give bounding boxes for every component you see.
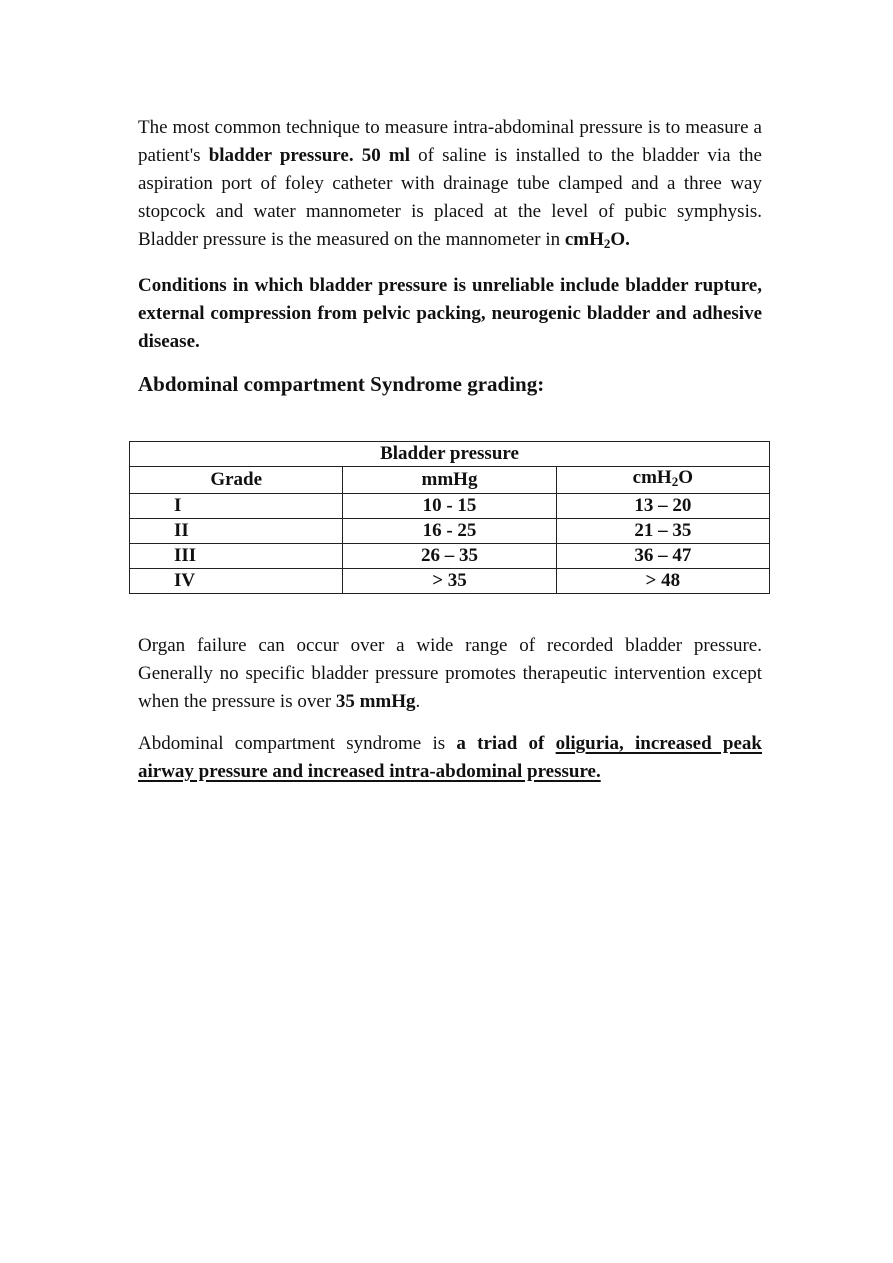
mmhg-cell: 16 - 25 bbox=[343, 519, 556, 544]
triad-text-1: Abdominal compartment syndrome is bbox=[138, 733, 457, 754]
grade-cell: I bbox=[130, 494, 343, 519]
grade-cell: II bbox=[130, 519, 343, 544]
after-table-section bbox=[138, 632, 762, 786]
table-group-header-row bbox=[130, 442, 770, 467]
unit-subscript: 2 bbox=[603, 236, 611, 251]
unit-cmh: cmH bbox=[564, 229, 604, 250]
grade-column-header: Grade bbox=[130, 467, 343, 494]
unit-o: O. bbox=[610, 229, 630, 250]
intro-paragraph bbox=[138, 114, 762, 258]
intro-text-3: of saline is installed to the bladder via the aspiration port of foley catheter with drainage tube clamped and a three way stopcock and water mannometer is placed at the level of pubic symphysis. Bladder pressure is the measured on the mannometer in bbox=[138, 145, 762, 250]
mmhg-cell: > 35 bbox=[343, 569, 556, 594]
cmh2o-cell: 36 – 47 bbox=[556, 544, 769, 569]
cmh2o-header-sub: 2 bbox=[671, 474, 679, 489]
cmh2o-cell: 21 – 35 bbox=[556, 519, 769, 544]
intro-text-1: The most common technique to measure intra-abdominal pressure is to measure a patient's bbox=[138, 117, 762, 166]
mmhg-cell: 10 - 15 bbox=[343, 494, 556, 519]
table-row bbox=[130, 494, 770, 519]
triad-paragraph bbox=[138, 730, 762, 786]
threshold-bold: 35 mmHg bbox=[335, 691, 416, 712]
bladder-pressure-bold: bladder pressure. bbox=[208, 145, 354, 166]
conditions-paragraph: Conditions in which bladder pressure is unreliable include bladder rupture, external compression from pelvic packing, neurogenic bladder and adhesive disease. bbox=[138, 275, 762, 352]
cmh2o-column-header bbox=[556, 467, 769, 494]
table-row bbox=[130, 544, 770, 569]
grading-heading: Abdominal compartment Syndrome grading: bbox=[138, 372, 545, 396]
organ-text-2: . bbox=[415, 691, 421, 712]
saline-volume-bold: 50 ml bbox=[361, 145, 410, 166]
grade-cell: III bbox=[130, 544, 343, 569]
cmh2o-cell: > 48 bbox=[556, 569, 769, 594]
unit-cmh2o-bold bbox=[565, 229, 630, 250]
grading-table bbox=[129, 441, 770, 594]
grade-cell: IV bbox=[130, 569, 343, 594]
document-body bbox=[138, 114, 762, 414]
bladder-pressure-header: Bladder pressure bbox=[130, 442, 770, 467]
mmhg-column-header: mmHg bbox=[343, 467, 556, 494]
cmh2o-header-a: cmH bbox=[632, 467, 672, 488]
intro-text-2 bbox=[354, 145, 362, 166]
triad-bold: a triad of bbox=[456, 733, 556, 754]
table-row bbox=[130, 569, 770, 594]
table-column-header-row bbox=[130, 467, 770, 494]
mmhg-cell: 26 – 35 bbox=[343, 544, 556, 569]
cmh2o-cell: 13 – 20 bbox=[556, 494, 769, 519]
triad-underlined: oliguria, increased peak airway pressure and increased intra-abdominal pressure. bbox=[138, 733, 762, 782]
organ-failure-paragraph bbox=[138, 632, 762, 716]
table-row bbox=[130, 519, 770, 544]
cmh2o-header-b: O bbox=[678, 467, 693, 488]
organ-text-1: Organ failure can occur over a wide range of recorded bladder pressure. Generally no specific bladder pressure promotes therapeutic intervention except when the pressure is over bbox=[138, 635, 762, 712]
